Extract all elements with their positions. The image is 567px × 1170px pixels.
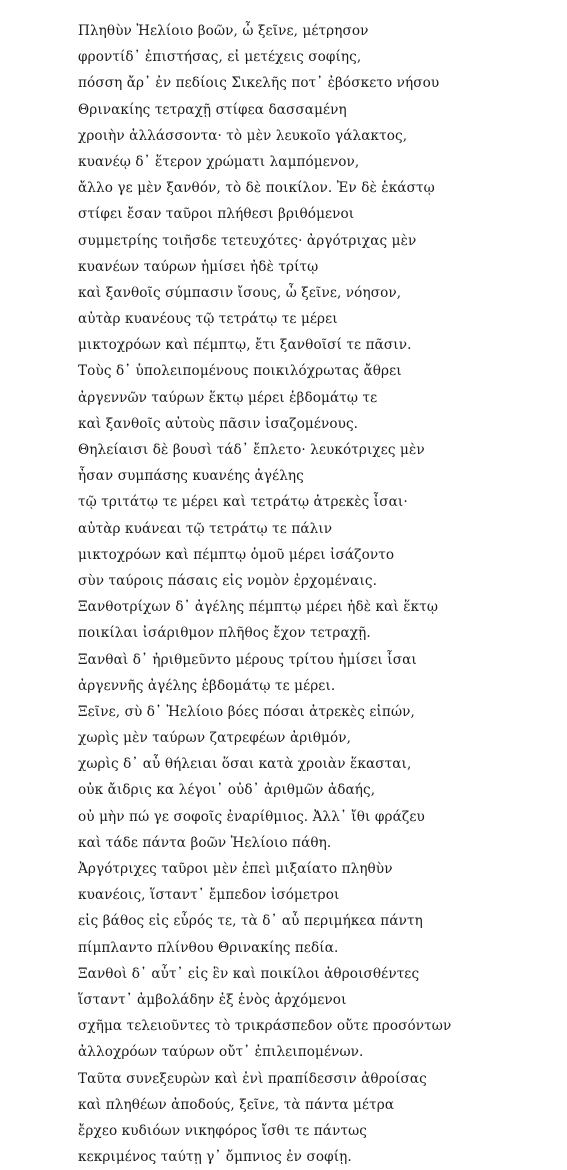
poem-line: καὶ ξανθοῖς σύμπασιν ἴσους, ὦ ξεῖνε, νόησον, bbox=[78, 284, 402, 301]
poem-line: κυανέοις, ἵσταντ᾽ ἔμπεδον ἰσόμετροι bbox=[78, 887, 340, 904]
poem-line: καὶ ξανθοῖς αὐτοὺς πᾶσιν ἰσαζομένους. bbox=[78, 415, 359, 432]
poem-line: αὐτὰρ κυάνεαι τῷ τετράτῳ τε πάλιν bbox=[78, 520, 333, 537]
poem-line: χροιὴν ἀλλάσσοντα· τὸ μὲν λευκοῖο γάλακτος, bbox=[78, 127, 408, 144]
poem-line: σὺν ταύροις πάσαις εἰς νομὸν ἐρχομέναις. bbox=[78, 572, 378, 589]
poem-line: μικτοχρόων καὶ πέμπτῳ, ἔτι ξανθοῖσί τε πᾶσιν. bbox=[78, 337, 412, 354]
poem-line: Ταῦτα συνεξευρὼν καὶ ἐνὶ πραπίδεσσιν ἀθροίσας bbox=[78, 1070, 427, 1087]
poem-line: καὶ τάδε πάντα βοῶν Ἠελίοιο πάθη. bbox=[78, 834, 332, 851]
poem-line: χωρὶς μὲν ταύρων ζατρεφέων ἀριθμόν, bbox=[78, 730, 352, 747]
poem-line: κυανέῳ δ᾽ ἕτερον χρώματι λαμπόμενον, bbox=[78, 153, 360, 170]
poem-line: Ξανθαὶ δ᾽ ἠριθμεῦντο μέρους τρίτου ἡμίσει ἶσαι bbox=[78, 651, 417, 668]
poem-line: καὶ πληθέων ἀποδούς, ξεῖνε, τὰ πάντα μέτρα bbox=[78, 1096, 395, 1113]
poem-line: οὐ μὴν πώ γε σοφοῖς ἐναρίθμιος. Ἀλλ᾽ ἴθι φράζευ bbox=[78, 808, 425, 825]
poem-line: ἵσταντ᾽ ἀμβολάδην ἐξ ἑνὸς ἀρχόμενοι bbox=[78, 991, 347, 1008]
poem-line: φροντίδ᾽ ἐπιστήσας, εἰ μετέχεις σοφίης, bbox=[78, 49, 362, 66]
poem-line: χωρὶς δ᾽ αὖ θήλειαι ὅσαι κατὰ χροιὰν ἕκασται, bbox=[78, 756, 412, 773]
poem-line: στίφει ἔσαν ταῦροι πλήθεσι βριθόμενοι bbox=[78, 206, 355, 223]
poem-line: Θρινακίης τετραχῇ στίφεα δασσαμένη bbox=[78, 101, 347, 118]
poem-line: ἦσαν συμπάσης κυανέης ἀγέλης bbox=[78, 468, 304, 485]
poem-line: τῷ τριτάτῳ τε μέρει καὶ τετράτῳ ἀτρεκὲς ἶσαι· bbox=[78, 494, 408, 511]
poem-line: Ξανθοὶ δ᾽ αὖτ᾽ εἰς ἓν καὶ ποικίλοι ἀθροισθέντες bbox=[78, 965, 420, 982]
poem-line: Θηλείαισι δὲ βουσὶ τάδ᾽ ἔπλετο· λευκότριχες μὲν bbox=[78, 442, 425, 458]
poem-line: ἀργεννῶν ταύρων ἕκτῳ μέρει ἑβδομάτῳ τε bbox=[78, 389, 378, 406]
poem-line: πίμπλαντο πλίνθου Θρινακίης πεδία. bbox=[78, 939, 339, 956]
poem-line: ποικίλαι ἰσάριθμον πλῆθος ἔχον τετραχῇ. bbox=[78, 625, 371, 642]
poem-line: Τοὺς δ᾽ ὑπολειπομένους ποικιλόχρωτας ἄθρει bbox=[78, 363, 402, 380]
poem-line: κεκριμένος ταύτῃ γ᾽ ὄμπνιος ἐν σοφίῃ. bbox=[78, 1149, 352, 1166]
poem-line: μικτοχρόων καὶ πέμπτῳ ὁμοῦ μέρει ἰσάζοντο bbox=[78, 546, 395, 563]
poem-line: ἔρχεο κυδιόων νικηφόρος ἴσθι τε πάντως bbox=[78, 1122, 367, 1139]
poem-line: ἀλλοχρόων ταύρων οὔτ᾽ ἐπιλειπομένων. bbox=[78, 1044, 364, 1061]
poem-line: οὐκ ἄιδρις κα λέγοι᾽ οὐδ᾽ ἀριθμῶν ἀδαής, bbox=[78, 782, 376, 799]
poem-line: Ξεῖνε, σὺ δ᾽ Ἠελίοιο βόες πόσαι ἀτρεκὲς εἰπών, bbox=[78, 703, 415, 720]
poem-line: κυανέων ταύρων ἡμίσει ἠδὲ τρίτῳ bbox=[78, 258, 319, 275]
poem-line: ἄλλο γε μὲν ξανθόν, τὸ δὲ ποικίλον. Ἐν δὲ ἑκάστῳ bbox=[78, 180, 435, 197]
poem-line: αὐτὰρ κυανέους τῷ τετράτῳ τε μέρει bbox=[78, 311, 338, 328]
poem-line: σχῆμα τελειοῦντες τὸ τρικράσπεδον οὔτε προσόντων bbox=[78, 1018, 452, 1035]
poem-line: πόσση ἄρ᾽ ἐν πεδίοις Σικελῆς ποτ᾽ ἐβόσκετο νήσου bbox=[78, 75, 440, 92]
poem-line: εἰς βάθος εἰς εὖρός τε, τὰ δ᾽ αὖ περιμήκεα πάντη bbox=[78, 913, 423, 930]
poem-line: Ξανθοτρίχων δ᾽ ἀγέλης πέμπτῳ μέρει ἠδὲ καὶ ἕκτῳ bbox=[78, 599, 439, 616]
poem-line: ἀργεννῆς ἀγέλης ἑβδομάτῳ τε μέρει. bbox=[78, 677, 336, 694]
poem-text bbox=[78, 18, 563, 1170]
poem-line: συμμετρίης τοιῆσδε τετευχότες· ἀργότριχας μὲν bbox=[78, 232, 417, 249]
poem-line: Πληθὺν Ἠελίοιο βοῶν, ὦ ξεῖνε, μέτρησον bbox=[78, 23, 369, 39]
poem-line: Ἀργότριχες ταῦροι μὲν ἐπεὶ μιξαίατο πληθὺν bbox=[78, 861, 393, 877]
